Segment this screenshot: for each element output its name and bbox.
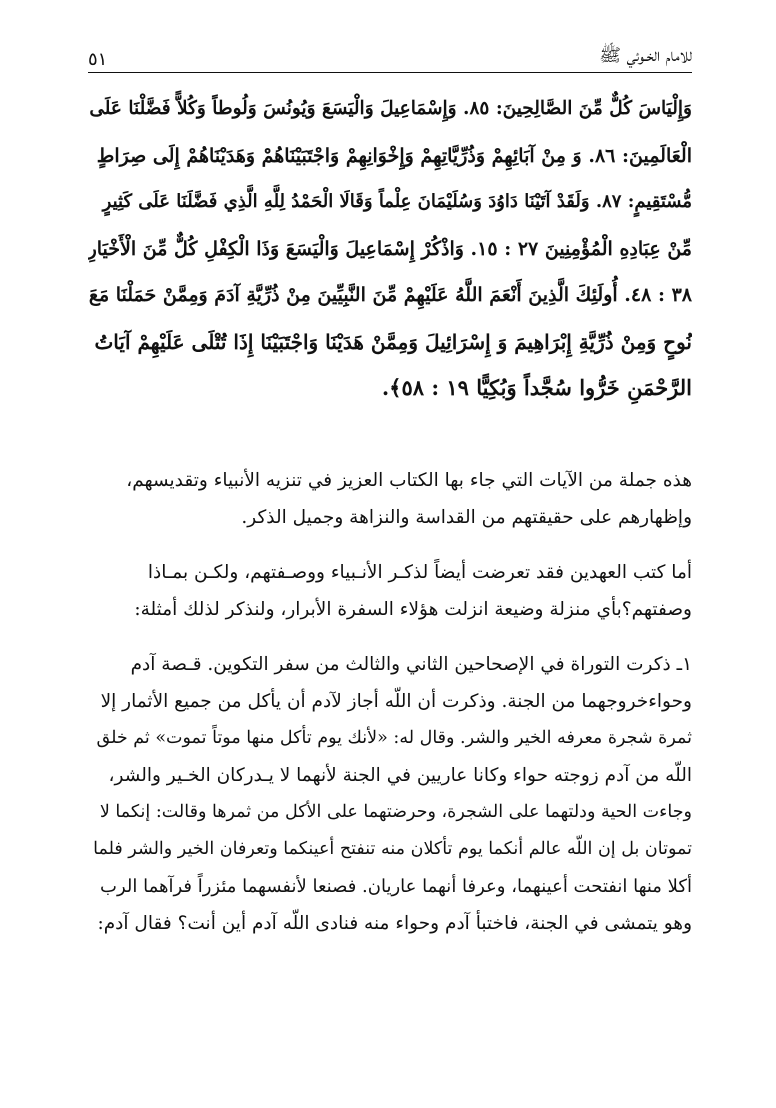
paragraph-line: وإظهارهم على حقيقتهم من القداسة والنزاهة وجميل الذكر. <box>241 507 692 528</box>
verse-line: وَإِلْيَاسَ كُلٌّ مِّنَ الصَّالِحِينَ: ٨٥. وَإِسْمَاعِيلَ وَالْيَسَعَ وَيُونُسَ وَلُوطاً وَكُلاًّ فَضَّلْنَا عَلَى <box>89 98 692 119</box>
paragraph-example-adam <box>88 646 692 942</box>
paragraph-line: أكلا منها انفتحت أعينهما، وعرفا أنهما عاريان. فصنعا لأنفسهما مئزراً فرآهما الرب <box>100 876 692 897</box>
header-title: للامام الخـوئي ﷺ <box>599 45 692 66</box>
paragraph-line: ١ـ ذكرت التوراة في الإصحاحين الثاني والثالث من سفر التكوين. قـصة آدم <box>130 654 692 675</box>
paragraph-line: وحواءخروجهما من الجنة. وذكرت أن اللّه أجاز لآدم أن يأكل من جميع الأثمار إلا <box>100 691 692 712</box>
verse-line: نُوحٍ وَمِنْ ذُرِّيَّةِ إِبْرَاهِيمَ وَ إِسْرَائِيلَ وَمِمَّنْ هَدَيْنَا وَاجْتَبَيْنَا إِذَا تُتْلَى عَلَيْهِمْ آيَاتُ <box>94 329 692 354</box>
paragraph-line: وجاءت الحية ودلتهما على الشجرة، وحرضتهما على الأكل من ثمرها وقالت: إنكما لا <box>99 802 692 822</box>
page-number: ٥١ <box>88 49 108 70</box>
paragraph-summary <box>88 462 692 536</box>
paragraph-line: تموتان بل إن اللّه عالم أنكما يوم تأكلان منه تنفتح أعينكما وتعرفان الخير والشر فلما <box>93 839 692 859</box>
verse-line: الْعَالَمِينَ: ٨٦. وَ مِنْ آبَائِهِمْ وَذُرِّيَّاتِهِمْ وَإِخْوَانِهِمْ وَاجْتَبَيْنَاهُمْ وَهَدَيْنَاهُمْ إِلَى صِرَاطٍ <box>96 144 692 167</box>
verse-line: ٣٨ : ٤٨. أُولَئِكَ الَّذِينَ أَنْعَمَ اللَّهُ عَلَيْهِمْ مِّنَ النَّبِيِّينَ مِنْ ذُرِّيَّةِ آدَمَ وَمِمَّنْ حَمَلْنَا مَعَ <box>88 284 692 306</box>
header-divider <box>88 72 692 73</box>
paragraph-old-testament-intro <box>88 554 692 628</box>
paragraph-line: وهو يتمشى في الجنة، فاختبأ آدم وحواء منه فنادى اللّه آدم أين أنت؟ فقال آدم: <box>97 913 692 934</box>
verse-line: مِّنْ عِبَادِهِ الْمُؤْمِنِينَ ٢٧ : ١٥. وَاذْكُرْ إِسْمَاعِيلَ وَالْيَسَعَ وَذَا الْكِفْلِ كُلٌّ مِّنَ الْأَخْيَارِ <box>88 237 692 260</box>
verse-line: الرَّحْمَنِ خَرُّوا سُجَّداً وَبُكِيًّا ١٩ : ٥٨﴾. <box>381 375 692 400</box>
paragraph-line: أما كتب العهدين فقد تعرضت أيضاً لذكـر الأنـبياء ووصـفتهم، ولكـن بمـاذا <box>147 562 692 583</box>
paragraph-line: وصفتهم؟بأي منزلة وضيعة انزلت هؤلاء السفرة الأبرار، ولنذكر لذلك أمثلة: <box>134 599 692 620</box>
paragraph-line: ثمرة شجرة معرفه الخير والشر. وقال له: «لأنك يوم تأكل منها موتاً تموت» ثم خلق <box>96 728 692 748</box>
paragraph-line: هذه جملة من الآيات التي جاء بها الكتاب العزيز في تنزيه الأنبياء وتقديسهم، <box>126 470 692 491</box>
verse-line: مُّسْتَقِيمٍ: ٨٧. وَلَقَدْ آتَيْنَا دَاوُدَ وَسُلَيْمَانَ عِلْماً وَقَالَا الْحَمْدُ لِلَّهِ الَّذِي فَضَّلَنَا عَلَى كَثِيرٍ <box>102 191 692 212</box>
quran-verses-block <box>88 86 692 412</box>
paragraph-line: اللّه من آدم زوجته حواء وكانا عاريين في الجنة لأنهما لا يـدركان الخـير والشر، <box>108 765 692 786</box>
running-header <box>88 40 692 70</box>
